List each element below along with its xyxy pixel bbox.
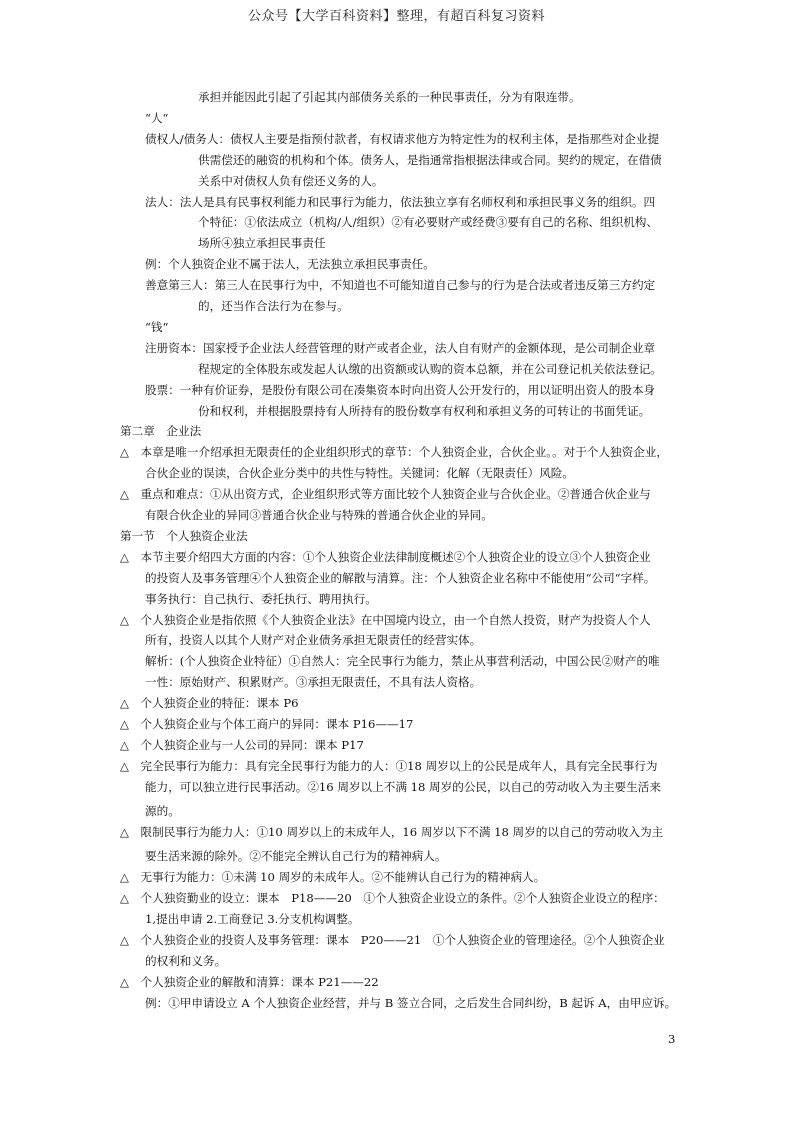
text-line: 事务执行：自己执行、委托执行、聘用执行。 — [145, 591, 377, 606]
text-line: 债权人/债务人：债权人主要是指预付款者，有权请求他方为特定性为的权利主体，是指那些对企业提 — [145, 131, 660, 146]
text-line: 第二章 企业法 — [120, 424, 202, 439]
text-line: 程规定的全体股东或发起人认缴的出资额或认购的资本总额，并在公司登记机关依法登记。 — [198, 361, 662, 376]
page-header: 公众号【大学百科资料】整理，有超百科复习资料 — [247, 9, 545, 24]
text-line: 注册资本：国家授予企业法人经营管理的财产或者企业，法人自有财产的金额体现，是公司制企业章 — [145, 340, 656, 355]
text-line: 有限合伙企业的异同③普通合伙企业与特殊的普通合伙企业的异同。 — [145, 508, 493, 522]
text-line: 关系中对债权人负有偿还义务的人。 — [198, 173, 384, 188]
text-line: 能力，可以独立进行民事活动。②16 周岁以上不满 18 周岁的公民，以自己的劳动收入为主要生活来 — [145, 779, 661, 794]
text-line: △ 个人独资企业与一人公司的异同：课本 P17 — [120, 737, 364, 752]
text-line: 善意第三人：第三人在民事行为中，不知道也不可能知道自己参与的行为是合法或者违反第三方约定 — [145, 278, 656, 293]
text-line: 例：个人独资企业不属于法人，无法独立承担民事责任。 — [145, 257, 435, 272]
page-number: 3 — [668, 1032, 676, 1046]
text-line: 供需偿还的融资的机构和个体。债务人，是指通常指根据法律或合同。契约的规定，在借债 — [198, 152, 662, 167]
text-line: 解析：(个人独资企业特征）①自然人：完全民事行为能力，禁止从事营利活动，中国公民②财产的唯 — [145, 654, 660, 669]
text-line: △ 个人独资企业的投资人及事务管理：课本 P20——21 ①个人独资企业的管理途径。②个人独资企业 — [120, 933, 665, 947]
text-line: 股票：一种有价证券，是股份有限公司在凑集资本时向出资人公开发行的，用以证明出资人的股本身 — [145, 382, 656, 397]
text-line: △ 重点和难点：①从出资方式，企业组织形式等方面比较个人独资企业与合伙企业。②普通合伙企业与 — [120, 487, 651, 502]
text-line: 所有，投资人以其个人财产对企业债务承担无限责任的经营实体。 — [145, 633, 482, 648]
text-line: 第一节 个人独资企业法 — [120, 528, 248, 543]
text-line: “人“ — [145, 110, 169, 125]
text-line: 场所④独立承担民事责任 — [198, 236, 326, 251]
text-line: 的，还当作合法行为在参与。 — [198, 299, 349, 313]
text-line: “钱“ — [145, 319, 169, 334]
text-line: 要生活来源的除外。②不能完全辨认自己行为的精神病人。 — [145, 849, 447, 864]
text-line: 承担并能因此引起了引起其内部债务关系的一种民事责任，分为有限连带。 — [198, 90, 581, 104]
text-line: △ 个人独资企业的解散和清算：课本 P21——22 — [120, 974, 379, 989]
text-line: 合伙企业的误读，合伙企业分类中的共性与特性。关键词：化解（无限责任）风险。 — [145, 466, 574, 481]
text-line: 一性：原始财产、积累财产。③承担无限责任，不具有法人资格。 — [145, 675, 482, 690]
text-line: △ 个人独资企业与个体工商户的异同：课本 P16——17 — [120, 717, 414, 731]
text-line: 法人：法人是具有民事权利能力和民事行为能力，依法独立享有名师权利和承担民事义务的组织。四 — [145, 194, 656, 209]
text-line: △ 限制民事行为能力人：①10 周岁以上的未成年人，16 周岁以下不满 18 周岁的以自己的劳动收入为主 — [120, 824, 664, 839]
text-line: △ 个人独资勤业的设立：课本 P18——20 ①个人独资企业设立的条件。②个人独资企业设立的程序： — [120, 891, 665, 906]
text-line: △ 本节主要介绍四大方面的内容：①个人独资企业法律制度概述②个人独资企业的设立③个人独资企业 — [120, 549, 651, 564]
text-line: △ 本章是唯一介绍承担无限责任的企业组织形式的章节：个人独资企业，合伙企业。。对于个人独资企业， — [120, 445, 669, 460]
text-line: 1,提出申请 2.工商登记 3.分支机构调整。 — [145, 912, 360, 927]
text-line: 个特征：①依法成立（机构/人/组织）②有必要财产或经费③要有自己的名称、组织机构、 — [198, 215, 658, 230]
text-line: 份和权利，并根据股票持有人所持有的股份数享有权利和承担义务的可转让的书面凭证。 — [198, 403, 651, 418]
text-line: 例：①甲申请设立 A 个人独资企业经营，并与 B 签立合同，之后发生合同纠纷，B 起诉 A，由甲应诉。 — [145, 995, 677, 1010]
text-line: △ 完全民事行为能力：具有完全民事行为能力的人：①18 周岁以上的公民是成年人，具有完全民事行为 — [120, 758, 658, 773]
text-line: 的投资人及事务管理④个人独资企业的解散与清算。注：个人独资企业名称中不能使用“公司“字样。 — [145, 570, 656, 585]
text-line: △ 个人独资企业的特征：课本 P6 — [120, 696, 299, 711]
text-line: △ 无事行为能力：①未满 10 周岁的未成年人。②不能辨认自己行为的精神病人。 — [120, 870, 546, 885]
text-line: △ 个人独资企业是指依照《个人独资企业法》在中国境内设立，由一个自然人投资，财产为投资人个人 — [120, 612, 651, 627]
text-line: 源的。 — [145, 803, 180, 818]
text-line: 的权利和义务。 — [145, 953, 227, 968]
